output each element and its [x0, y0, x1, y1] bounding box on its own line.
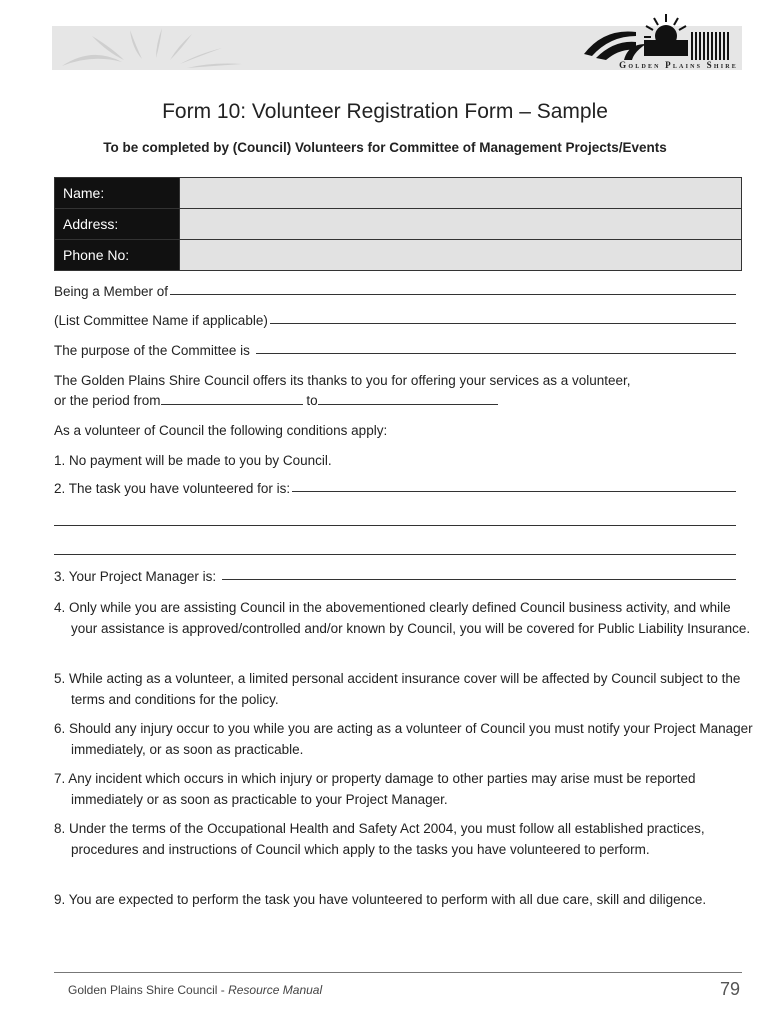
footer-text: [68, 983, 322, 997]
period-from-label: or the period from: [54, 393, 161, 408]
sun-rays-graphic: [52, 26, 252, 70]
condition-6: 6. Should any injury occur to you while you are acting as a volunteer of Council you must notify your Project Manager immediately, or as soon as practicable.: [54, 721, 753, 757]
address-row: [55, 208, 741, 239]
logo-org-name: Golden Plains Shire: [619, 60, 738, 70]
thanks-text: The Golden Plains Shire Council offers its thanks to you for offering your services as a volunteer,: [54, 373, 631, 388]
task-line[interactable]: [54, 481, 736, 496]
condition-5: 5. While acting as a volunteer, a limited personal accident insurance cover will be affected by Council subject to the terms and conditions for the policy.: [54, 671, 741, 707]
project-manager-label: 3. Your Project Manager is:: [54, 569, 217, 584]
condition-7: 7. Any incident which occurs in which injury or property damage to other parties may arise must be reported immediately or as soon as practicable to your Project Manager.: [54, 771, 696, 807]
footer-divider: [54, 972, 742, 973]
conditions-intro: As a volunteer of Council the following conditions apply:: [54, 423, 388, 438]
task-blank-line-1[interactable]: [54, 525, 736, 526]
address-label: Address:: [55, 209, 179, 239]
project-manager-line[interactable]: [54, 569, 736, 584]
thanks-paragraph: [54, 371, 744, 411]
contact-info-box: [54, 177, 742, 271]
member-of-label: Being a Member of: [54, 284, 169, 299]
condition-1: 1. No payment will be made to you by Council.: [54, 453, 332, 468]
member-of-line[interactable]: [54, 284, 736, 299]
name-row: [55, 178, 741, 208]
name-label: Name:: [55, 178, 179, 208]
period-to-label: to: [306, 393, 318, 408]
condition-8: 8. Under the terms of the Occupational Health and Safety Act 2004, you must follow all established practices, procedures and instructions of Council which apply to the tasks you have volunteered to perform.: [54, 821, 705, 857]
committee-name-line[interactable]: [54, 313, 736, 328]
condition-4: 4. Only while you are assisting Council in the abovementioned clearly defined Council business activity, and while your assistance is approved/controlled and/or known by Council, you will be covered for Public Liability Insurance.: [54, 600, 751, 636]
period-line[interactable]: [54, 391, 744, 411]
name-field[interactable]: [179, 178, 741, 208]
footer-manual: Resource Manual: [228, 983, 323, 997]
phone-label: Phone No:: [55, 240, 179, 270]
task-blank-line-2[interactable]: [54, 554, 736, 555]
phone-field[interactable]: [179, 240, 741, 270]
purpose-label: The purpose of the Committee is: [54, 343, 250, 358]
committee-name-label: (List Committee Name if applicable): [54, 313, 268, 328]
page-subtitle: To be completed by (Council) Volunteers for Committee of Management Projects/Events: [103, 140, 667, 155]
task-label: 2. The task you have volunteered for is:: [54, 481, 291, 496]
footer-org: Golden Plains Shire Council -: [68, 983, 229, 997]
condition-9: 9. You are expected to perform the task you have volunteered to perform with all due care, skill and diligence.: [54, 892, 707, 907]
page-title: Form 10: Volunteer Registration Form – Sample: [162, 100, 608, 123]
page-number: 79: [719, 979, 740, 999]
phone-row: [55, 239, 741, 270]
address-field[interactable]: [179, 209, 741, 239]
purpose-line[interactable]: [54, 343, 736, 358]
